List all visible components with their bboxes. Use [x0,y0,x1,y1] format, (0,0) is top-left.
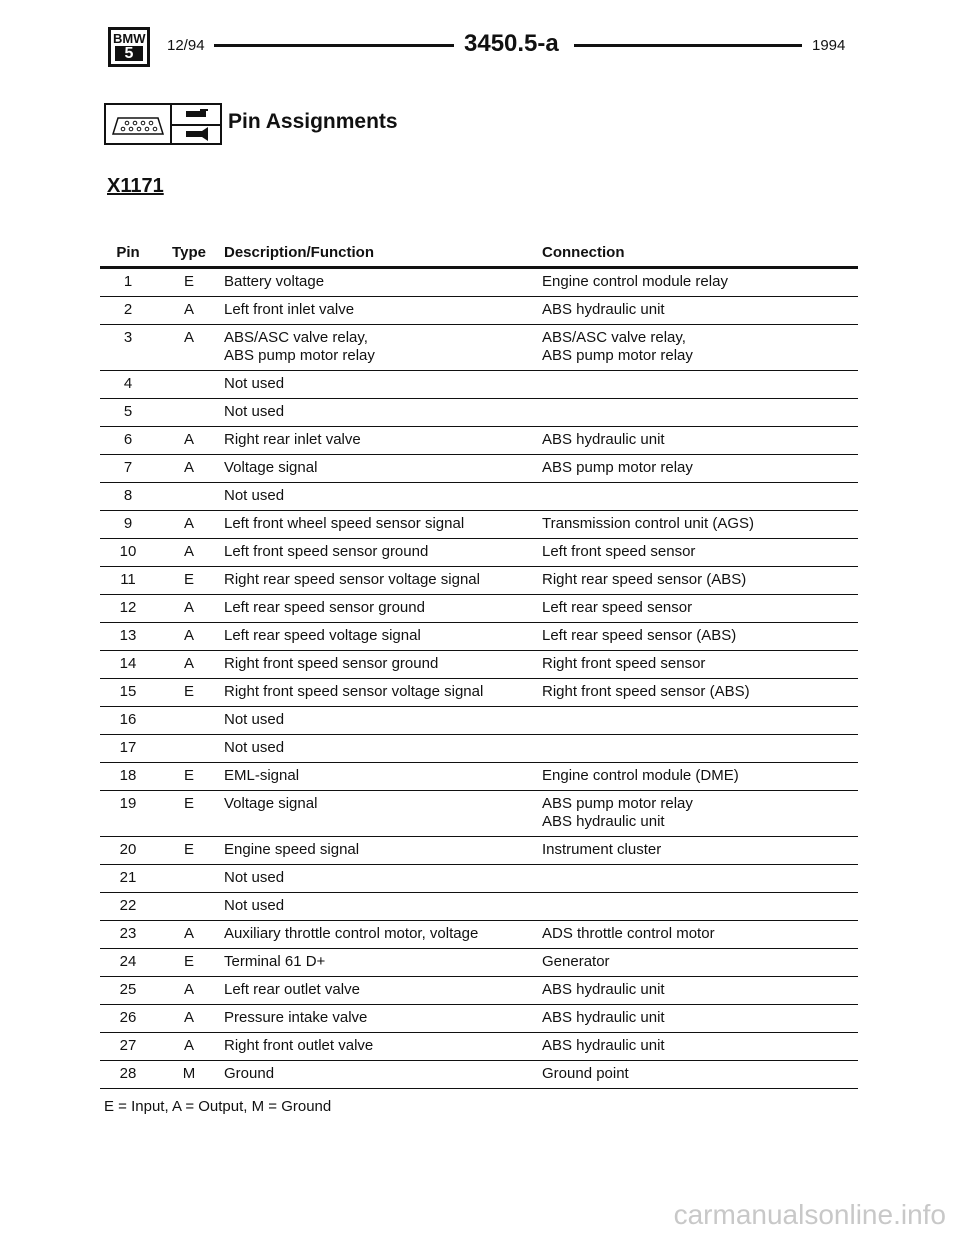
table-row [100,325,858,371]
cell-type: A [156,427,222,455]
cell-type: A [156,1033,222,1061]
cell-description: Ground [222,1061,542,1089]
cell-pin: 23 [100,921,156,949]
cell-description: Terminal 61 D+ [222,949,542,977]
table-row [100,1061,858,1089]
cell-type [156,371,222,399]
cell-pin: 7 [100,455,156,483]
cell-connection [542,707,858,735]
table-row [100,977,858,1005]
header-type: Type [156,238,222,268]
cell-type: A [156,977,222,1005]
cell-pin: 14 [100,651,156,679]
cell-pin: 20 [100,837,156,865]
document-code: 3450.5-a [464,30,559,57]
header-date: 12/94 [167,37,205,54]
cell-type: E [156,268,222,297]
cell-type: E [156,763,222,791]
cell-description: Pressure intake valve [222,1005,542,1033]
cell-connection: Left rear speed sensor [542,595,858,623]
table-row [100,1033,858,1061]
cell-description: EML-signal [222,763,542,791]
page-title: Pin Assignments [228,110,398,133]
cell-connection: Ground point [542,1061,858,1089]
cell-connection: ABS hydraulic unit [542,427,858,455]
cell-connection: Engine control module (DME) [542,763,858,791]
cell-description: Engine speed signal [222,837,542,865]
cell-description: ABS/ASC valve relay, ABS pump motor relay [222,325,542,371]
cell-connection: Left rear speed sensor (ABS) [542,623,858,651]
cell-pin: 19 [100,791,156,837]
cell-type: E [156,949,222,977]
cell-pin: 9 [100,511,156,539]
cell-pin: 24 [100,949,156,977]
table-row [100,623,858,651]
cell-pin: 16 [100,707,156,735]
cell-pin: 6 [100,427,156,455]
cell-type: A [156,651,222,679]
cell-description: Auxiliary throttle control motor, voltage [222,921,542,949]
header-pin: Pin [100,238,156,268]
cell-description: Right rear speed sensor voltage signal [222,567,542,595]
cell-pin: 3 [100,325,156,371]
table-row [100,949,858,977]
type-legend: E = Input, A = Output, M = Ground [104,1098,332,1115]
cell-type [156,735,222,763]
cell-pin: 12 [100,595,156,623]
cell-description: Battery voltage [222,268,542,297]
cell-description: Left rear speed voltage signal [222,623,542,651]
header-year: 1994 [812,37,846,54]
cell-pin: 8 [100,483,156,511]
cell-type [156,893,222,921]
cell-pin: 5 [100,399,156,427]
logo-brand: BMW [113,31,146,46]
bmw-logo [108,27,150,67]
cell-connection: ABS pump motor relay [542,455,858,483]
table-row [100,427,858,455]
cell-description: Not used [222,707,542,735]
cell-connection: Generator [542,949,858,977]
cell-connection: ABS hydraulic unit [542,977,858,1005]
cell-connection: ABS hydraulic unit [542,297,858,325]
cell-type [156,707,222,735]
cell-connection: ADS throttle control motor [542,921,858,949]
cell-connection: Left front speed sensor [542,539,858,567]
cell-connection: ABS hydraulic unit [542,1005,858,1033]
cell-type: A [156,1005,222,1033]
pin-assignment-table [100,238,858,1089]
cell-connection: Right front speed sensor [542,651,858,679]
cell-connection: Transmission control unit (AGS) [542,511,858,539]
table-row [100,679,858,707]
cell-connection: Instrument cluster [542,837,858,865]
cell-pin: 15 [100,679,156,707]
connector-box-divider [170,105,172,143]
table-row [100,297,858,325]
cell-type: A [156,921,222,949]
cell-description: Left rear speed sensor ground [222,595,542,623]
cell-type: A [156,325,222,371]
cell-pin: 2 [100,297,156,325]
table-row [100,735,858,763]
cell-pin: 17 [100,735,156,763]
cell-pin: 28 [100,1061,156,1089]
cell-pin: 13 [100,623,156,651]
header-connection: Connection [542,238,858,268]
cell-description: Right rear inlet valve [222,427,542,455]
cell-description: Left front speed sensor ground [222,539,542,567]
cell-description: Right front speed sensor ground [222,651,542,679]
cell-pin: 21 [100,865,156,893]
cell-description: Voltage signal [222,791,542,837]
cell-description: Not used [222,371,542,399]
cell-type: M [156,1061,222,1089]
cell-pin: 18 [100,763,156,791]
cell-description: Not used [222,483,542,511]
table-row [100,399,858,427]
cell-connection [542,893,858,921]
cell-type: A [156,539,222,567]
table-row [100,1005,858,1033]
table-row [100,483,858,511]
cell-description: Left front wheel speed sensor signal [222,511,542,539]
cell-connection [542,483,858,511]
table-header-row [100,238,858,268]
connector-symbol-box [104,103,222,145]
connector-id: X1171 [107,175,164,197]
header-rule-right [574,44,802,47]
table-row [100,893,858,921]
cell-connection: ABS/ASC valve relay, ABS pump motor relay [542,325,858,371]
cell-connection: ABS pump motor relay ABS hydraulic unit [542,791,858,837]
table-row [100,865,858,893]
cell-connection [542,399,858,427]
table-row [100,539,858,567]
cell-description: Right front outlet valve [222,1033,542,1061]
table-row [100,268,858,297]
table-row [100,455,858,483]
cell-connection [542,735,858,763]
table-row [100,707,858,735]
cell-description: Left rear outlet valve [222,977,542,1005]
cell-connection [542,865,858,893]
cell-type: A [156,297,222,325]
table-row [100,595,858,623]
header-rule-left [214,44,454,47]
cell-type: A [156,595,222,623]
cell-pin: 4 [100,371,156,399]
cell-type: E [156,791,222,837]
cell-type: E [156,837,222,865]
table-row [100,791,858,837]
cell-description: Not used [222,893,542,921]
cell-pin: 26 [100,1005,156,1033]
logo-series: 5 [115,46,143,61]
table-row [100,921,858,949]
cell-pin: 27 [100,1033,156,1061]
cell-type: A [156,511,222,539]
cell-pin: 11 [100,567,156,595]
cell-connection: Right rear speed sensor (ABS) [542,567,858,595]
cell-type: E [156,567,222,595]
cell-connection: Right front speed sensor (ABS) [542,679,858,707]
table-row [100,567,858,595]
header-description: Description/Function [222,238,542,268]
cell-type: A [156,623,222,651]
cell-type [156,399,222,427]
cell-pin: 10 [100,539,156,567]
connector-pins-icon [106,105,224,147]
cell-description: Not used [222,865,542,893]
table-row [100,511,858,539]
cell-description: Not used [222,735,542,763]
cell-connection [542,371,858,399]
table-row [100,763,858,791]
table-row [100,371,858,399]
table-row [100,837,858,865]
cell-type: A [156,455,222,483]
cell-pin: 25 [100,977,156,1005]
cell-description: Voltage signal [222,455,542,483]
watermark: carmanualsonline.info [673,1199,946,1230]
cell-type [156,483,222,511]
cell-pin: 1 [100,268,156,297]
cell-description: Right front speed sensor voltage signal [222,679,542,707]
table-row [100,651,858,679]
cell-pin: 22 [100,893,156,921]
cell-type [156,865,222,893]
cell-connection: ABS hydraulic unit [542,1033,858,1061]
cell-type: E [156,679,222,707]
cell-description: Left front inlet valve [222,297,542,325]
cell-description: Not used [222,399,542,427]
cell-connection: Engine control module relay [542,268,858,297]
